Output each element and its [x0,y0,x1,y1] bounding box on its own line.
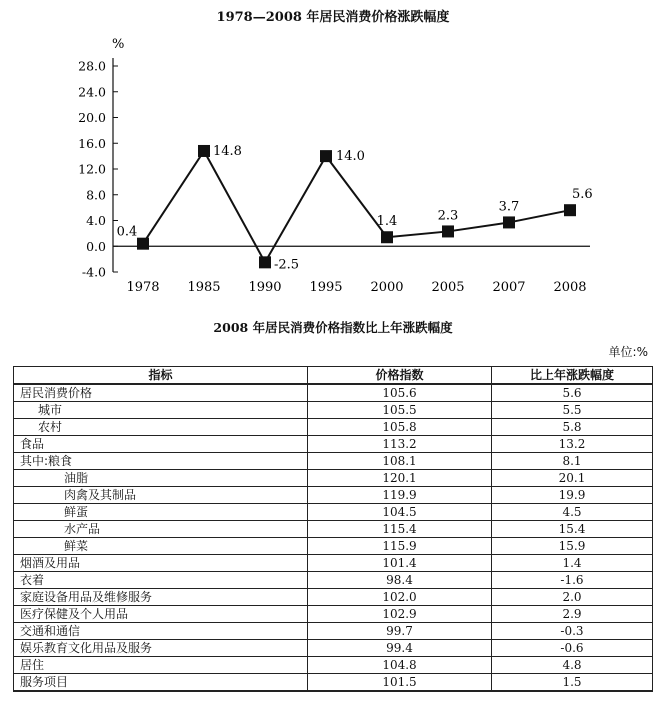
x-tick-label: 2007 [492,280,526,295]
data-point-marker [198,145,210,157]
row-name-cell: 居住 [14,657,308,674]
data-point-marker [137,238,149,250]
table-row [14,419,653,436]
row-change-cell: 4.5 [492,504,653,521]
row-index-cell: 115.4 [308,521,492,538]
row-change-cell: -0.6 [492,640,653,657]
row-name-cell: 农村 [14,419,308,436]
header-price-index: 价格指数 [308,367,492,385]
row-index-cell: 104.8 [308,657,492,674]
x-tick-label: 1995 [309,280,343,295]
row-index-cell: 105.8 [308,419,492,436]
table-row [14,555,653,572]
data-label: 14.8 [213,143,242,159]
table-row [14,572,653,589]
row-index-cell: 99.4 [308,640,492,657]
row-index-cell: 101.4 [308,555,492,572]
row-name-cell: 鲜菜 [14,538,308,555]
data-point-marker [564,204,576,216]
row-change-cell: 5.6 [492,384,653,402]
row-change-cell: -1.6 [492,572,653,589]
row-change-cell: -0.3 [492,623,653,640]
row-index-cell: 115.9 [308,538,492,555]
row-change-cell: 2.0 [492,589,653,606]
y-tick-label: 28.0 [78,58,106,74]
price-index-table [13,366,653,692]
y-tick-label: 4.0 [86,213,106,228]
row-change-cell: 8.1 [492,453,653,470]
y-axis-label: % [112,37,125,52]
row-name-cell: 衣着 [14,572,308,589]
y-tick-label: 8.0 [86,187,106,203]
table-row [14,623,653,640]
row-change-cell: 19.9 [492,487,653,504]
row-change-cell: 15.9 [492,538,653,555]
y-tick-label: 24.0 [78,84,106,100]
row-name-cell: 油脂 [14,470,308,487]
y-tick-label: -4.0 [81,264,106,280]
row-name-cell: 医疗保健及个人用品 [14,606,308,623]
row-change-cell: 15.4 [492,521,653,538]
unit-label: 单位:% [608,345,648,359]
row-index-cell: 108.1 [308,453,492,470]
data-label: 2.3 [437,208,459,224]
row-index-cell: 113.2 [308,436,492,453]
row-change-cell: 5.8 [492,419,653,436]
row-name-cell: 服务项目 [14,674,308,692]
row-change-cell: 2.9 [492,606,653,623]
table-row [14,402,653,419]
row-index-cell: 102.9 [308,606,492,623]
row-index-cell: 102.0 [308,589,492,606]
table-row [14,470,653,487]
row-index-cell: 99.7 [308,623,492,640]
data-label: 5.6 [572,187,593,203]
table-row [14,453,653,470]
row-name-cell: 其中:粮食 [14,453,308,470]
table-row [14,640,653,657]
x-tick-label: 2008 [553,280,587,295]
row-name-cell: 交通和通信 [14,623,308,640]
row-index-cell: 120.1 [308,470,492,487]
header-change: 比上年涨跌幅度 [492,367,653,385]
x-tick-label: 1985 [187,280,221,295]
data-point-marker [320,150,332,162]
row-name-cell: 城市 [14,402,308,419]
row-index-cell: 119.9 [308,487,492,504]
header-indicator: 指标 [14,367,308,385]
row-change-cell: 5.5 [492,402,653,419]
table-row [14,436,653,453]
data-point-marker [442,225,454,237]
table-row [14,657,653,674]
row-name-cell: 水产品 [14,521,308,538]
row-index-cell: 101.5 [308,674,492,692]
row-name-cell: 烟酒及用品 [14,555,308,572]
y-tick-label: 0.0 [86,238,106,254]
row-change-cell: 20.1 [492,470,653,487]
row-index-cell: 105.6 [308,384,492,402]
row-name-cell: 家庭设备用品及维修服务 [14,589,308,606]
row-change-cell: 4.8 [492,657,653,674]
data-label: -2.5 [274,257,300,273]
data-point-marker [259,256,271,268]
row-name-cell: 食品 [14,436,308,453]
line-chart [0,0,666,310]
row-index-cell: 104.5 [308,504,492,521]
row-index-cell: 98.4 [308,572,492,589]
row-index-cell: 105.5 [308,402,492,419]
x-tick-label: 1978 [126,280,160,295]
x-tick-label: 2005 [431,280,465,295]
table-row [14,504,653,521]
table-row [14,384,653,402]
data-label: 3.7 [498,199,520,215]
row-change-cell: 1.5 [492,674,653,692]
row-name-cell: 肉禽及其制品 [14,487,308,504]
table-row [14,487,653,504]
table-header-row [14,367,653,385]
x-tick-label: 2000 [370,280,404,295]
table-row [14,589,653,606]
row-name-cell: 娱乐教育文化用品及服务 [14,640,308,657]
data-label: 14.0 [336,149,365,165]
y-tick-label: 12.0 [78,161,106,177]
row-name-cell: 鲜蛋 [14,504,308,521]
table-title: 2008 年居民消费价格指数比上年涨跌幅度 [213,320,453,335]
row-change-cell: 13.2 [492,436,653,453]
chart-title: 1978—2008 年居民消费价格涨跌幅度 [216,10,450,25]
data-point-marker [503,216,515,228]
row-change-cell: 1.4 [492,555,653,572]
y-tick-label: 20.0 [78,110,106,125]
data-label: 1.4 [376,214,398,230]
x-tick-label: 1990 [248,280,282,295]
table-row [14,674,653,692]
row-name-cell: 居民消费价格 [14,384,308,402]
data-label: 0.4 [116,224,138,240]
y-tick-label: 16.0 [78,135,106,151]
table-row [14,606,653,623]
data-point-marker [381,231,393,243]
table-row [14,521,653,538]
table-row [14,538,653,555]
